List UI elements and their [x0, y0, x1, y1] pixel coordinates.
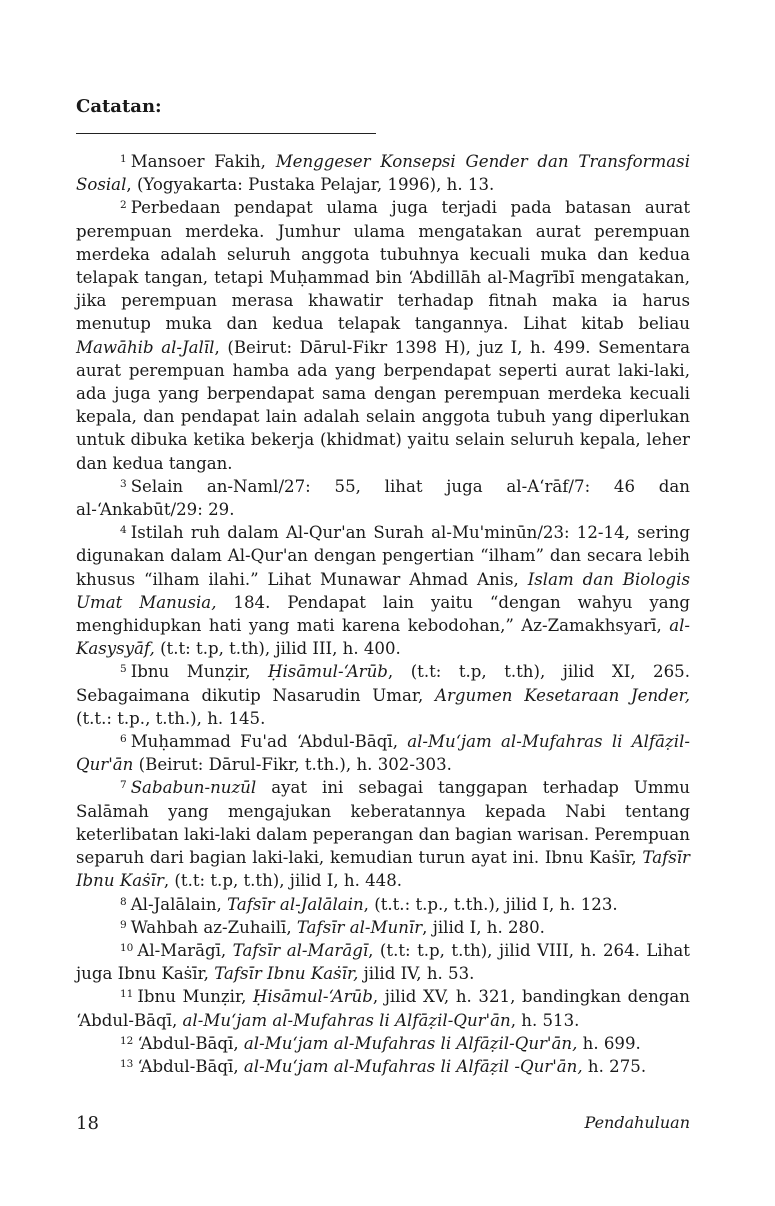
footnote-number: 2	[120, 199, 127, 212]
footnote-text: Selain an-Naml/27: 55, lihat juga al-A‘rāf/7: 46 dan al-‘Ankabūt/29: 29.	[76, 476, 690, 520]
footnote-number: 10	[120, 941, 134, 954]
footnote-text: Al-Jalālain,	[130, 894, 228, 914]
footnote-number: 3	[120, 477, 127, 490]
footnote	[76, 1032, 690, 1055]
footnote-number: 11	[120, 988, 134, 1001]
footnote-text: , jilid XV, h. 321, bandingkan dengan ‘Abdul-Bāqī,	[76, 987, 690, 1030]
footnote-number: 7	[120, 779, 127, 792]
footnote-title: al-Mu‘jam al-Mufahras li Alfāẓil-Qur'ān	[76, 732, 690, 775]
footnote-text: h. 699.	[577, 1033, 641, 1053]
footnote-number: 4	[120, 524, 127, 537]
footnote-number: 13	[120, 1057, 134, 1070]
footnote-title: Tafsīr Ibnu Kaṡīr,	[214, 964, 359, 984]
footnote-title: Argumen Kesetaraan Jender,	[435, 685, 690, 705]
footnote-number: 5	[120, 663, 127, 676]
footnote	[76, 939, 690, 985]
footnote-number: 12	[120, 1034, 134, 1047]
footnote	[76, 1055, 690, 1078]
footnote-title: Mawāhib al-Jalīl	[76, 337, 215, 357]
footnote-text: Al-Marāgī,	[137, 940, 233, 960]
footnote-title: al-Mu‘jam al-Mufahras li Alfāẓil -Qur'ān,	[243, 1056, 583, 1076]
footnote	[76, 985, 690, 1031]
footnote-title: Sababun-nuzūl	[130, 778, 257, 798]
footnote	[76, 893, 690, 916]
footnote	[76, 730, 690, 776]
footnote-text: Wahbah az-Zuhailī,	[130, 917, 297, 937]
footnote-text: h. 275.	[582, 1056, 647, 1076]
footnote-text: ‘Abdul-Bāqī,	[137, 1033, 244, 1053]
footnote-text: (t.t.: t.p., t.th.), h. 145.	[76, 708, 266, 728]
footnote-number: 9	[120, 918, 127, 931]
footnote-title: Tafsīr Ibnu Kaṡīr	[76, 848, 690, 891]
footnote-number: 1	[120, 153, 127, 165]
footnote	[76, 475, 690, 521]
footnote-text: Perbedaan pendapat ulama juga terjadi pada batasan aurat perempuan merdeka. Jumhur ulama mengatakan aurat perempuan merdeka adalah seluruh anggota tubuhnya kecuali muka dan kedua telapak tangan, tetapi Muḥammad bin ‘Abdillāh al-Magrībī mengatakan, jika perempuan merasa khawatir terhadap fitnah maka ia harus menutup muka dan kedua telapak tangannya. Lihat kitab beliau	[76, 198, 690, 334]
running-footer: Pendahuluan	[584, 1113, 690, 1132]
footnote-text: , (t.t: t.p, t.th), jilid I, h. 448.	[163, 871, 403, 891]
notes-heading: Catatan:	[76, 96, 162, 117]
footnote-text: ‘Abdul-Bāqī,	[137, 1056, 244, 1076]
page-number: 18	[76, 1113, 99, 1134]
footnote-text: (t.t: t.p, t.th), jilid III, h. 400.	[154, 639, 401, 659]
footnotes-list	[76, 150, 690, 1078]
footnote-text: Ibnu Munẓir,	[137, 987, 253, 1007]
footnote-text: ayat ini sebagai tanggapan terhadap Ummu Salāmah yang mengajukan keberatannya kepada Nabi tentang keterlibatan laki-laki dalam peperangan dan bagian warisan. Perempuan separuh dari bagian laki-laki, kemudian turun ayat ini. Ibnu Kaṡīr,	[76, 778, 690, 868]
footnote-title: Tafsīr al-Marāgī	[232, 940, 369, 960]
footnote-title: Ḥisāmul-‘Arūb	[252, 987, 373, 1007]
footnote-separator	[76, 133, 376, 134]
footnote-text: Ibnu Munẓir,	[130, 662, 269, 682]
footnote-text: (Beirut: Dārul-Fikr, t.th.), h. 302-303.	[133, 755, 452, 775]
footnote-text: Muḥammad Fu'ad ‘Abdul-Bāqī,	[130, 732, 408, 752]
footnote-title: Tafsīr al-Munīr	[296, 917, 423, 937]
footnote-title: al-Mu‘jam al-Mufahras li Alfāẓil-Qur'ān,	[243, 1033, 578, 1053]
footnote-text: , (Beirut: Dārul-Fikr 1398 H), juz I, h. 499. Sementara aurat perempuan hamba ada yang berpendapat seperti aurat laki-laki, ada juga yang berpendapat sama dengan perempuan merdeka kecuali kepala, dan pendapat lain adalah selain anggota tubuh yang diperlukan untuk dibuka ketika bekerja (khidmat) yaitu selain seluruh kepala, leher dan kedua tangan.	[76, 337, 690, 473]
footnote	[76, 150, 690, 196]
footnote-title: Islam dan Biologis Umat Manusia,	[76, 569, 690, 612]
footnote-text: jilid IV, h. 53.	[358, 964, 475, 984]
footnote-number: 8	[120, 895, 127, 908]
footnote	[76, 521, 690, 660]
footnote-title: Tafsīr al-Jalālain	[227, 894, 364, 914]
footnote-text: Mansoer Fakih,	[130, 152, 276, 171]
footnote	[76, 660, 690, 730]
footnote-title: Ḥisāmul-‘Arūb	[268, 662, 388, 682]
footnote-number: 6	[120, 733, 127, 746]
footnote-text: , jilid I, h. 280.	[422, 917, 545, 937]
footnote-text: Istilah ruh dalam Al-Qur'an Surah al-Mu'minūn/23: 12-14, sering digunakan dalam Al-Qur'an dengan pengertian “ilham” dan secara lebih khusus “ilham ilahi.” Lihat Munawar Ahmad Anis,	[76, 523, 690, 589]
footnote-title: al-Kasysyāf,	[76, 616, 690, 659]
footnote	[76, 196, 690, 474]
footnote-text: 184. Pendapat lain yaitu “dengan wahyu yang menghidupkan hati yang mati karena kebodohan,” Az-Zamakhsyarī,	[76, 592, 691, 636]
footnote-title: Menggeser Konsepsi Gender dan Transformasi Sosial	[76, 152, 690, 195]
footnote-text: , (Yogyakarta: Pustaka Pelajar, 1996), h. 13.	[126, 175, 495, 195]
footnote-text: , (t.t: t.p, t.th), jilid VIII, h. 264. Lihat juga Ibnu Kaṡīr,	[76, 940, 690, 984]
footnote-title: al-Mu‘jam al-Mufahras li Alfāẓil-Qur'ān	[182, 1010, 511, 1030]
footnote-text: , h. 513.	[510, 1010, 580, 1030]
footnote-text: , (t.t.: t.p., t.th.), jilid I, h. 123.	[363, 894, 618, 914]
footnote-text: , (t.t: t.p, t.th), jilid XI, 265. Sebagaimana dikutip Nasarudin Umar,	[76, 662, 690, 705]
footnote	[76, 776, 690, 892]
footnote	[76, 916, 690, 939]
